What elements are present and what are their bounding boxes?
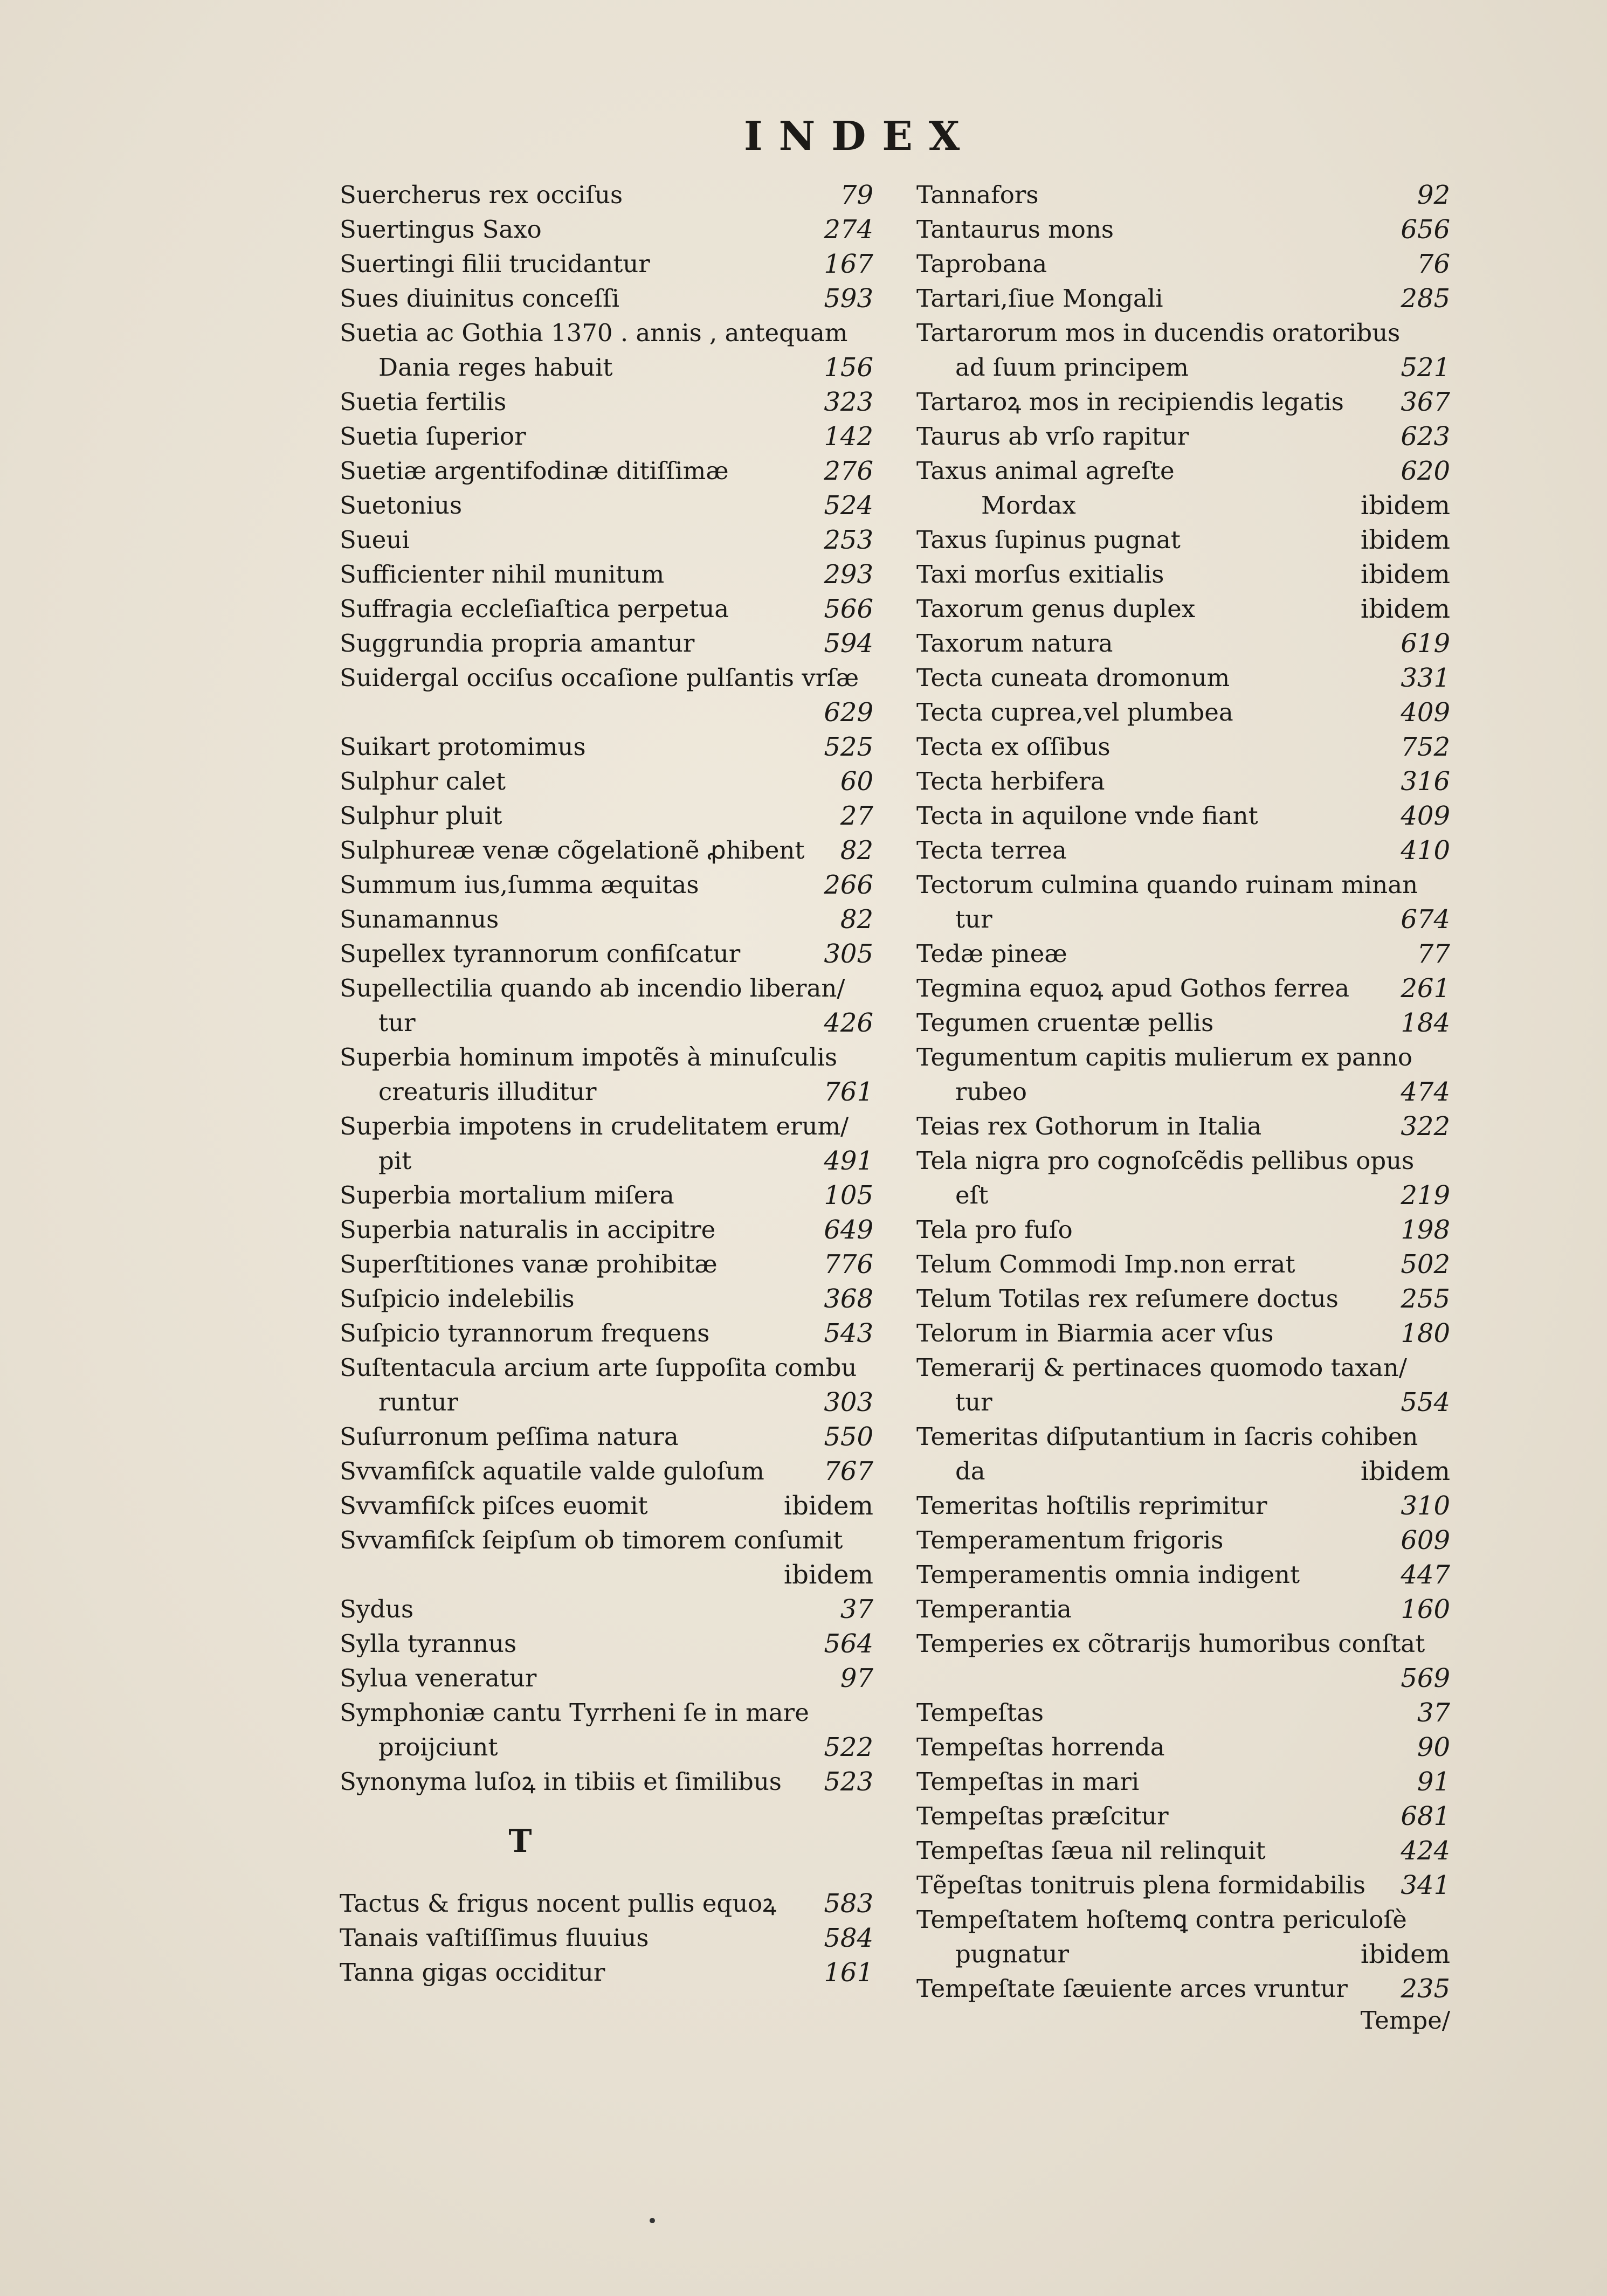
index-entry xyxy=(340,1282,873,1316)
entry-page-number: 323 xyxy=(824,387,873,417)
entry-continuation: proijciunt xyxy=(378,1733,498,1761)
entry-continuation: eſt xyxy=(955,1181,989,1209)
index-entry xyxy=(916,1868,1450,1903)
entry-page-number: 167 xyxy=(824,249,873,279)
entry-continuation: pit xyxy=(378,1146,412,1175)
entry-text: Teias rex Gothorum in Italia xyxy=(916,1112,1262,1140)
entry-page-number: 92 xyxy=(1417,180,1450,210)
entry-text: Telum Totilas rex reſumere doctus xyxy=(916,1284,1339,1313)
index-entry xyxy=(916,661,1450,695)
entry-page-number: 566 xyxy=(824,594,873,624)
index-entry xyxy=(916,247,1450,281)
entry-text: Tedæ pineæ xyxy=(916,939,1067,968)
entry-text: Tegumen cruentæ pellis xyxy=(916,1008,1214,1037)
entry-page-number: 276 xyxy=(824,456,873,486)
entry-text: Telorum in Biarmia acer vſus xyxy=(916,1319,1274,1347)
entry-text: Sulphureæ venæ cõgelationẽ ꝓhibent xyxy=(340,836,805,865)
entry-page-number: 27 xyxy=(840,801,873,831)
entry-page-number: ibidem xyxy=(1360,525,1450,555)
entry-text: Temeritas hoſtilis reprimitur xyxy=(916,1491,1267,1520)
entry-page-number: 619 xyxy=(1401,628,1450,659)
entry-page-number: 569 xyxy=(1401,1663,1450,1693)
entry-continuation: tur xyxy=(955,905,992,933)
entry-continuation: rubeo xyxy=(955,1077,1027,1106)
entry-page-number: 305 xyxy=(824,939,873,969)
index-entry xyxy=(340,1886,873,1921)
entry-page-number: 82 xyxy=(840,904,873,935)
index-entry xyxy=(916,833,1450,868)
index-entry xyxy=(340,1213,873,1247)
entry-page-number: 767 xyxy=(824,1456,873,1486)
entry-continuation: Dania reges habuit xyxy=(378,353,613,382)
entry-text: Temperantia xyxy=(916,1595,1072,1623)
index-entry xyxy=(340,212,873,247)
entry-text: Suercherus rex occiſus xyxy=(340,181,623,209)
entry-page-number: 142 xyxy=(824,421,873,452)
entry-page-number: 161 xyxy=(824,1958,873,1988)
index-entry xyxy=(340,1420,873,1454)
entry-text: Svvamfiſck piſces euomit xyxy=(340,1491,648,1520)
entry-text: Mordax xyxy=(981,491,1076,520)
index-entry xyxy=(340,592,873,626)
entry-page-number: 410 xyxy=(1401,835,1450,866)
entry-text: Tecta terrea xyxy=(916,836,1067,865)
index-entry xyxy=(916,1592,1450,1627)
entry-continuation xyxy=(916,1661,1450,1696)
index-entry xyxy=(340,1178,873,1213)
entry-continuation: tur xyxy=(378,1008,416,1037)
index-entry xyxy=(916,419,1450,454)
entry-text: Tecta in aquilone vnde fiant xyxy=(916,801,1258,830)
entry-page-number: 502 xyxy=(1401,1249,1450,1280)
index-entry xyxy=(916,1489,1450,1523)
entry-text: Sueui xyxy=(340,525,410,554)
entry-continuation: ad ſuum principem xyxy=(955,353,1189,382)
index-entry xyxy=(916,592,1450,626)
index-entry xyxy=(340,419,873,454)
entry-text: Superbia naturalis in accipitre xyxy=(340,1215,716,1244)
entry-continuation: creaturis illuditur xyxy=(378,1077,597,1106)
index-column-right xyxy=(916,178,1450,2038)
entry-page-number: 761 xyxy=(824,1077,873,1107)
entry-text: Temerarij & pertinaces quomodo taxan/ xyxy=(916,1353,1407,1382)
entry-text: Tegumentum capitis mulierum ex panno xyxy=(916,1043,1412,1071)
index-entry xyxy=(340,1454,873,1489)
entry-text: Summum ius,ſumma æquitas xyxy=(340,870,699,899)
entry-page-number: 409 xyxy=(1401,697,1450,728)
entry-page-number: 523 xyxy=(824,1767,873,1797)
entry-page-number: 594 xyxy=(824,628,873,659)
index-entry xyxy=(916,1972,1450,2006)
entry-text: Supellectilia quando ab incendio liberan/ xyxy=(340,974,845,1002)
index-entry xyxy=(340,626,873,661)
entry-text: Synonyma luſoꝝ in tibiis et ſimilibus xyxy=(340,1767,782,1796)
entry-text: Suetia ac Gothia 1370 . annis , antequam xyxy=(340,319,848,347)
entry-page-number: 97 xyxy=(840,1663,873,1693)
entry-text: Temperamentis omnia indigent xyxy=(916,1560,1300,1589)
entry-text: Suetia ſuperior xyxy=(340,422,526,451)
entry-page-number: ibidem xyxy=(1360,1939,1450,1969)
index-entry xyxy=(916,1730,1450,1765)
index-entry xyxy=(916,557,1450,592)
index-entry xyxy=(340,1351,873,1420)
entry-text: Tempeſtas præſcitur xyxy=(916,1802,1169,1830)
index-column-left xyxy=(340,178,873,1990)
index-entry xyxy=(340,281,873,316)
index-entry xyxy=(340,902,873,937)
entry-text: Sylla tyrannus xyxy=(340,1629,517,1658)
entry-text: Temeritas diſputantium in ſacris cohiben xyxy=(916,1422,1418,1451)
index-entry xyxy=(916,178,1450,212)
entry-page-number: 198 xyxy=(1401,1215,1450,1245)
entry-text: Tecta ex oſſibus xyxy=(916,732,1111,761)
entry-page-number: ibidem xyxy=(783,1560,873,1590)
index-entry xyxy=(916,1213,1450,1247)
index-entry xyxy=(916,1627,1450,1696)
entry-text: Tecta herbifera xyxy=(916,767,1105,796)
entry-text: Suſpicio indelebilis xyxy=(340,1284,575,1313)
entry-page-number: 554 xyxy=(1401,1387,1450,1417)
entry-text: Superbia mortalium miſera xyxy=(340,1181,674,1209)
entry-page-number: 409 xyxy=(1401,801,1450,831)
entry-text: Sulphur pluit xyxy=(340,801,502,830)
index-entry xyxy=(340,523,873,557)
entry-page-number: 609 xyxy=(1401,1525,1450,1555)
entry-page-number: 180 xyxy=(1401,1318,1450,1348)
entry-page-number: 76 xyxy=(1417,249,1450,279)
entry-page-number: 681 xyxy=(1401,1801,1450,1831)
entry-page-number: 322 xyxy=(1401,1111,1450,1142)
index-entry xyxy=(340,1523,873,1592)
entry-page-number: 424 xyxy=(1401,1836,1450,1866)
index-entry xyxy=(916,695,1450,730)
entry-text: Telum Commodi Imp.non errat xyxy=(916,1250,1295,1278)
index-entry xyxy=(916,1040,1450,1109)
entry-page-number: 79 xyxy=(840,180,873,210)
entry-page-number: ibidem xyxy=(783,1491,873,1521)
index-entry xyxy=(916,488,1450,523)
entry-text: Tempeſtas ſæua nil relinquit xyxy=(916,1836,1266,1865)
entry-page-number: 184 xyxy=(1401,1008,1450,1038)
entry-page-number: 91 xyxy=(1417,1767,1450,1797)
entry-page-number: 77 xyxy=(1417,939,1450,969)
entry-text: Tegmina equoꝝ apud Gothos ferrea xyxy=(916,974,1350,1002)
entry-text: Superbia hominum impotẽs à minuſculis xyxy=(340,1043,838,1071)
entry-text: Suggrundia propria amantur xyxy=(340,629,695,658)
entry-text: Taprobana xyxy=(916,250,1047,278)
index-entry xyxy=(340,1696,873,1765)
entry-page-number: 156 xyxy=(824,352,873,383)
entry-text: Tanna gigas occiditur xyxy=(340,1958,605,1987)
entry-page-number: ibidem xyxy=(1360,559,1450,590)
entry-page-number: 550 xyxy=(824,1422,873,1452)
index-entry xyxy=(340,385,873,419)
entry-text: Sulphur calet xyxy=(340,767,506,796)
entry-text: Tecta cuneata dromonum xyxy=(916,663,1230,692)
entry-page-number: 90 xyxy=(1417,1732,1450,1762)
entry-text: Taxi morſus exitialis xyxy=(916,560,1164,589)
index-entry xyxy=(916,281,1450,316)
entry-text: Sydus xyxy=(340,1595,414,1623)
entry-page-number: 82 xyxy=(840,835,873,866)
index-entry xyxy=(916,1834,1450,1868)
index-entry xyxy=(340,868,873,902)
index-entry xyxy=(340,1661,873,1696)
entry-text: Svvamfiſck aquatile valde guloſum xyxy=(340,1457,764,1485)
entry-page-number: 331 xyxy=(1401,663,1450,693)
entry-text: Superbia impotens in crudelitatem erum/ xyxy=(340,1112,849,1140)
entry-text: Tanais vaſtiſſimus fluuius xyxy=(340,1924,649,1952)
index-entry xyxy=(916,1006,1450,1040)
entry-text: Tempeſtas horrenda xyxy=(916,1733,1165,1761)
index-entry xyxy=(916,212,1450,247)
index-entry xyxy=(916,316,1450,385)
index-entry xyxy=(340,799,873,833)
entry-text: Tantaurus mons xyxy=(916,215,1114,244)
index-entry xyxy=(916,385,1450,419)
entry-page-number: 525 xyxy=(824,732,873,762)
catchword: Tempe/ xyxy=(1360,2006,1450,2035)
index-entry xyxy=(916,626,1450,661)
entry-page-number: 776 xyxy=(824,1249,873,1280)
letter-heading-t: T xyxy=(508,1823,532,1859)
entry-text: Tempeſtate ſæuiente arces vruntur xyxy=(916,1974,1348,2003)
index-entry xyxy=(916,1109,1450,1144)
entry-text: Tecta cuprea,vel plumbea xyxy=(916,698,1233,727)
entry-text: Taxus ſupinus pugnat xyxy=(916,525,1181,554)
entry-text: Tactus & frigus nocent pullis equoꝝ xyxy=(340,1889,777,1918)
entry-text: Suidergal occiſus occaſione pulſantis vrſæ xyxy=(340,663,859,692)
entry-text: Tela pro fuſo xyxy=(916,1215,1073,1244)
entry-page-number: 105 xyxy=(824,1180,873,1211)
index-list-s xyxy=(340,178,873,1799)
entry-page-number: 752 xyxy=(1401,732,1450,762)
entry-text: Tannafors xyxy=(916,181,1039,209)
entry-text: Suetonius xyxy=(340,491,463,520)
entry-text: Tartaroꝝ mos in recipiendis legatis xyxy=(916,388,1344,416)
entry-page-number: 564 xyxy=(824,1629,873,1659)
entry-text: Taurus ab vrſo rapitur xyxy=(916,422,1189,451)
entry-page-number: 656 xyxy=(1401,215,1450,245)
entry-text: Taxorum natura xyxy=(916,629,1113,658)
entry-text: Symphoniæ cantu Tyrrheni ſe in mare xyxy=(340,1698,809,1727)
index-entry xyxy=(916,937,1450,971)
entry-page-number: 426 xyxy=(824,1008,873,1038)
entry-page-number: 261 xyxy=(1401,973,1450,1004)
entry-page-number: 253 xyxy=(824,525,873,555)
entry-page-number: 524 xyxy=(824,490,873,521)
entry-text: Taxus animal agreſte xyxy=(916,457,1175,485)
entry-text: Taxorum genus duplex xyxy=(916,594,1196,623)
entry-text: Supellex tyrannorum confiſcatur xyxy=(340,939,741,968)
index-entry xyxy=(916,764,1450,799)
entry-text: Suetia fertilis xyxy=(340,388,507,416)
entry-text: Temperamentum frigoris xyxy=(916,1526,1224,1554)
index-entry xyxy=(340,937,873,971)
entry-continuation xyxy=(340,695,873,730)
entry-text: Suſurronum peſſima natura xyxy=(340,1422,679,1451)
index-entry xyxy=(340,661,873,730)
entry-page-number: ibidem xyxy=(1360,1456,1450,1486)
entry-text: Suffragia eccleſiaſtica perpetua xyxy=(340,594,729,623)
index-entry xyxy=(340,1765,873,1799)
index-entry xyxy=(340,1040,873,1109)
entry-text: Sues diuinitus conceſſi xyxy=(340,284,620,313)
index-entry xyxy=(916,799,1450,833)
entry-page-number: 60 xyxy=(840,766,873,797)
entry-page-number: 37 xyxy=(1417,1698,1450,1728)
entry-text: Superſtitiones vanæ prohibitæ xyxy=(340,1250,718,1278)
index-entry xyxy=(340,971,873,1040)
index-entry xyxy=(340,1592,873,1627)
entry-text: Sufficienter nihil munitum xyxy=(340,560,665,589)
index-entry xyxy=(916,523,1450,557)
entry-text: Tartarorum mos in ducendis oratoribus xyxy=(916,319,1401,347)
entry-page-number: 285 xyxy=(1401,283,1450,314)
entry-text: Suetiæ argentifodinæ ditiſſimæ xyxy=(340,457,729,485)
index-entry xyxy=(916,1696,1450,1730)
index-entry xyxy=(340,178,873,212)
index-entry xyxy=(916,1558,1450,1592)
entry-page-number: 623 xyxy=(1401,421,1450,452)
entry-text: Temperies ex cõtrarijs humoribus conſtat xyxy=(916,1629,1425,1658)
page-mark-dot xyxy=(650,2218,655,2223)
index-entry xyxy=(916,1420,1450,1489)
index-entry xyxy=(916,868,1450,937)
entry-page-number: 316 xyxy=(1401,766,1450,797)
entry-page-number: 219 xyxy=(1401,1180,1450,1211)
index-entry xyxy=(916,1799,1450,1834)
entry-text: Sunamannus xyxy=(340,905,499,933)
entry-page-number: 491 xyxy=(824,1146,873,1176)
page-title: INDEX xyxy=(744,113,976,160)
entry-continuation: da xyxy=(955,1457,985,1485)
entry-page-number: 674 xyxy=(1401,904,1450,935)
index-entry xyxy=(340,1109,873,1178)
index-entry xyxy=(340,1921,873,1955)
entry-page-number: 629 xyxy=(824,697,873,728)
index-entry xyxy=(916,730,1450,764)
index-entry xyxy=(340,730,873,764)
entry-text: Svvamfiſck ſeipſum ob timorem conſumit xyxy=(340,1526,843,1554)
index-entry xyxy=(340,1627,873,1661)
entry-text: Suertingus Saxo xyxy=(340,215,542,244)
index-entry xyxy=(340,316,873,385)
index-entry xyxy=(916,1247,1450,1282)
entry-page-number: 584 xyxy=(824,1923,873,1953)
entry-text: Tartari,ſiue Mongali xyxy=(916,284,1163,313)
entry-page-number: ibidem xyxy=(1360,490,1450,521)
entry-text: Tẽpeſtas tonitruis plena formidabilis xyxy=(916,1871,1365,1899)
index-entry xyxy=(340,833,873,868)
entry-page-number: 620 xyxy=(1401,456,1450,486)
entry-page-number: 255 xyxy=(1401,1284,1450,1314)
entry-page-number: 341 xyxy=(1401,1870,1450,1900)
index-entry xyxy=(916,454,1450,488)
entry-page-number: 160 xyxy=(1401,1594,1450,1624)
index-entry xyxy=(340,1247,873,1282)
index-entry xyxy=(340,1489,873,1523)
index-entry xyxy=(340,247,873,281)
index-entry xyxy=(340,557,873,592)
entry-text: Suſtentacula arcium arte ſuppoſita combu xyxy=(340,1353,857,1382)
index-entry xyxy=(916,1316,1450,1351)
entry-page-number: 649 xyxy=(824,1215,873,1245)
entry-continuation: pugnatur xyxy=(955,1940,1069,1968)
entry-text: Suikart protomimus xyxy=(340,732,586,761)
entry-page-number: 37 xyxy=(840,1594,873,1624)
entry-page-number: 235 xyxy=(1401,1974,1450,2004)
entry-text: Tectorum culmina quando ruinam minan xyxy=(916,870,1418,899)
entry-page-number: 266 xyxy=(824,870,873,900)
entry-text: Tempeſtas in mari xyxy=(916,1767,1140,1796)
index-entry xyxy=(916,1282,1450,1316)
entry-text: Suſpicio tyrannorum frequens xyxy=(340,1319,710,1347)
entry-page-number: 543 xyxy=(824,1318,873,1348)
entry-continuation: tur xyxy=(955,1388,992,1416)
entry-page-number: 367 xyxy=(1401,387,1450,417)
entry-page-number: 522 xyxy=(824,1732,873,1762)
entry-text: Sylua veneratur xyxy=(340,1664,537,1692)
index-entry xyxy=(340,1316,873,1351)
entry-page-number: 368 xyxy=(824,1284,873,1314)
index-entry xyxy=(916,1351,1450,1420)
index-entry xyxy=(916,1903,1450,1972)
index-entry xyxy=(340,764,873,799)
index-entry xyxy=(916,1765,1450,1799)
index-entry xyxy=(340,1955,873,1990)
entry-page-number: ibidem xyxy=(1360,594,1450,624)
entry-text: Tempeſtatem hoſtemꝗ contra periculoſè xyxy=(916,1905,1407,1934)
index-entry xyxy=(916,1144,1450,1213)
index-list-t-right xyxy=(916,178,1450,2006)
entry-page-number: 293 xyxy=(824,559,873,590)
entry-page-number: 583 xyxy=(824,1889,873,1919)
entry-page-number: 303 xyxy=(824,1387,873,1417)
index-entry xyxy=(340,454,873,488)
entry-page-number: 310 xyxy=(1401,1491,1450,1521)
entry-page-number: 593 xyxy=(824,283,873,314)
entry-text: Tela nigra pro cognoſcẽdis pellibus opus xyxy=(916,1146,1415,1175)
index-entry xyxy=(916,971,1450,1006)
index-entry xyxy=(340,488,873,523)
entry-page-number: 521 xyxy=(1401,352,1450,383)
entry-page-number: 274 xyxy=(824,215,873,245)
index-list-t-left xyxy=(340,1886,873,1990)
index-entry xyxy=(916,1523,1450,1558)
entry-text: Tempeſtas xyxy=(916,1698,1044,1727)
entry-page-number: 447 xyxy=(1401,1560,1450,1590)
entry-continuation: runtur xyxy=(378,1388,459,1416)
entry-page-number: 474 xyxy=(1401,1077,1450,1107)
entry-text: Suertingi filii trucidantur xyxy=(340,250,650,278)
